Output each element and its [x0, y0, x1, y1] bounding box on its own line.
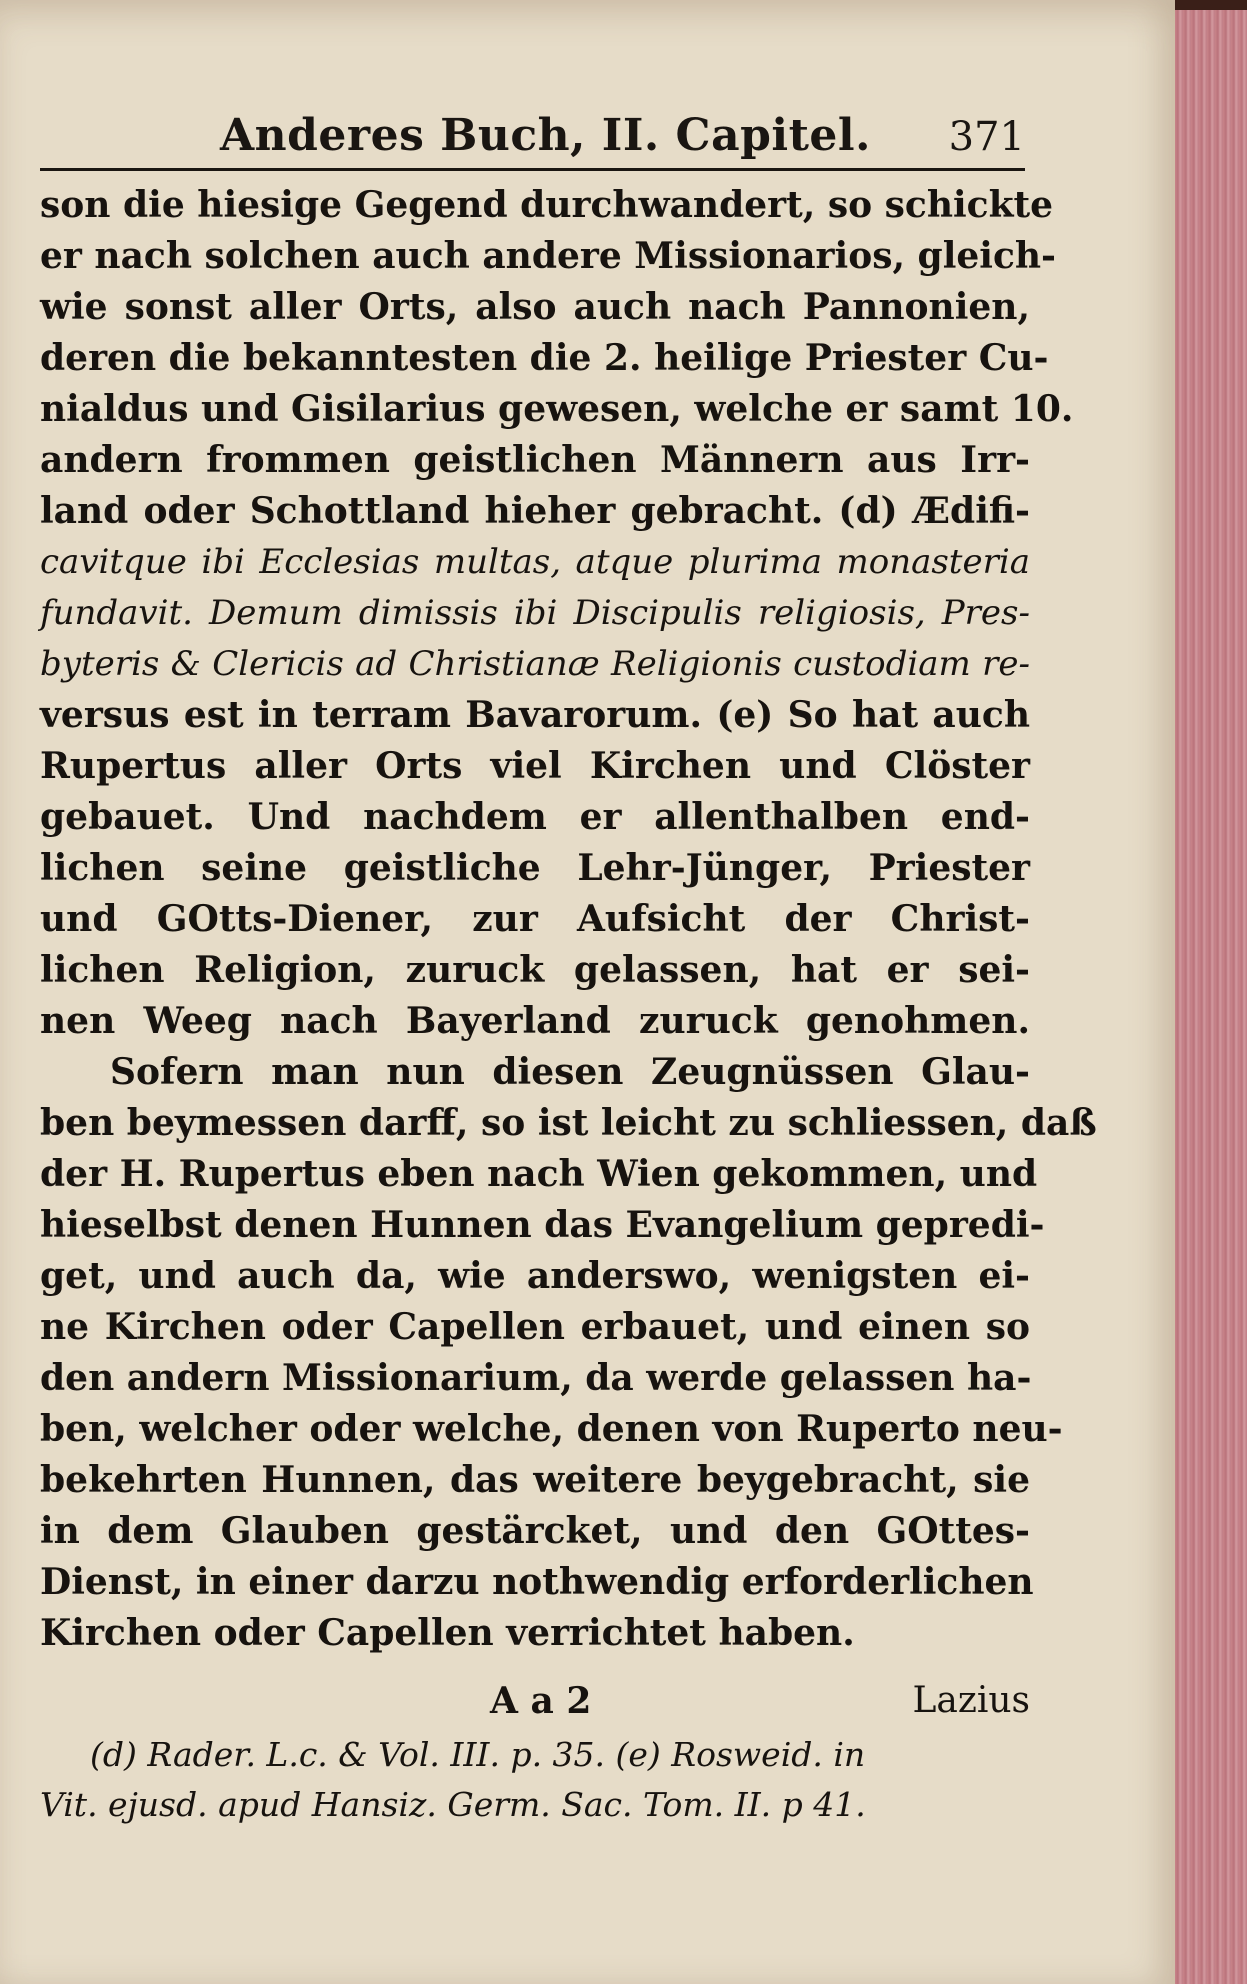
text-line: gebauet. Und nachdem er allenthalben end- — [40, 796, 1030, 838]
footnotes — [40, 1730, 1030, 1830]
footnote-line: Vit. ejusd. apud Hansiz. Germ. Sac. Tom. II. p 41. — [40, 1785, 866, 1824]
text-line: Rupertus aller Orts viel Kirchen und Clöster — [40, 745, 1030, 787]
text-line: Dienst, in einer darzu nothwendig erforderlichen — [40, 1561, 1034, 1603]
text-line: er nach solchen auch andere Missionarios, gleich- — [40, 235, 1056, 277]
text-line: der H. Rupertus eben nach Wien gekommen, und — [40, 1153, 1038, 1195]
text-line: in dem Glauben gestärcket, und den GOttes- — [40, 1510, 1030, 1552]
text-line: versus est in terram Bavarorum. (e) So hat auch — [40, 694, 1030, 736]
text-line: fundavit. Demum dimissis ibi Discipulis religiosis, Pres- — [40, 593, 1030, 633]
page-header — [40, 110, 1025, 170]
footnote-line: (d) Rader. L.c. & Vol. III. p. 35. (e) Rosweid. in — [90, 1735, 866, 1774]
text-line: ne Kirchen oder Capellen erbauet, und einen so — [40, 1306, 1030, 1348]
text-line: get, und auch da, wie anderswo, wenigsten ei- — [40, 1255, 1030, 1297]
text-line: wie sonst aller Orts, also auch nach Pannonien, — [40, 286, 1030, 328]
text-line: andern frommen geistlichen Männern aus Irr- — [40, 439, 1030, 481]
body-text — [40, 180, 1097, 1659]
text-line: hieselbst denen Hunnen das Evangelium gepredi- — [40, 1204, 1045, 1246]
text-line: und GOtts-Diener, zur Aufsicht der Christ- — [40, 898, 1030, 940]
page-number: 371 — [948, 114, 1025, 160]
text-line: lichen Religion, zuruck gelassen, hat er sei- — [40, 949, 1030, 991]
text-line: ben beymessen darff, so ist leicht zu schliessen, daß — [40, 1102, 1097, 1144]
text-line: Kirchen oder Capellen verrichtet haben. — [40, 1612, 855, 1654]
text-line: den andern Missionarium, da werde gelassen ha- — [40, 1357, 1032, 1399]
text-line: cavitque ibi Ecclesias multas, atque plurima monasteria — [40, 542, 1030, 582]
text-line: son die hiesige Gegend durchwandert, so schickte — [40, 184, 1054, 226]
text-line: lichen seine geistliche Lehr-Jünger, Priester — [40, 847, 1030, 889]
text-line: deren die bekanntesten die 2. heilige Priester Cu- — [40, 337, 1049, 379]
catchword: Lazius — [912, 1680, 1030, 1721]
catch-line — [40, 1680, 1030, 1730]
text-line: land oder Schottland hieher gebracht. (d) Ædifi- — [40, 490, 1030, 532]
text-line: ben, welcher oder welche, denen von Ruperto neu- — [40, 1408, 1063, 1450]
text-line: bekehrten Hunnen, das weitere beygebracht, sie — [40, 1459, 1030, 1501]
signature-mark: A a 2 — [490, 1680, 592, 1722]
text-line: nen Weeg nach Bayerland zuruck genohmen. — [40, 1000, 1030, 1042]
text-line: nialdus und Gisilarius gewesen, welche er samt 10. — [40, 388, 1074, 430]
text-line: byteris & Clericis ad Christianæ Religionis custodiam re- — [40, 644, 1030, 684]
text-line: Sofern man nun diesen Zeugnüssen Glau- — [110, 1051, 1030, 1093]
page-edge — [1175, 10, 1247, 1984]
header-rule — [40, 168, 1025, 171]
running-head: Anderes Buch, II. Capitel. — [220, 110, 871, 161]
